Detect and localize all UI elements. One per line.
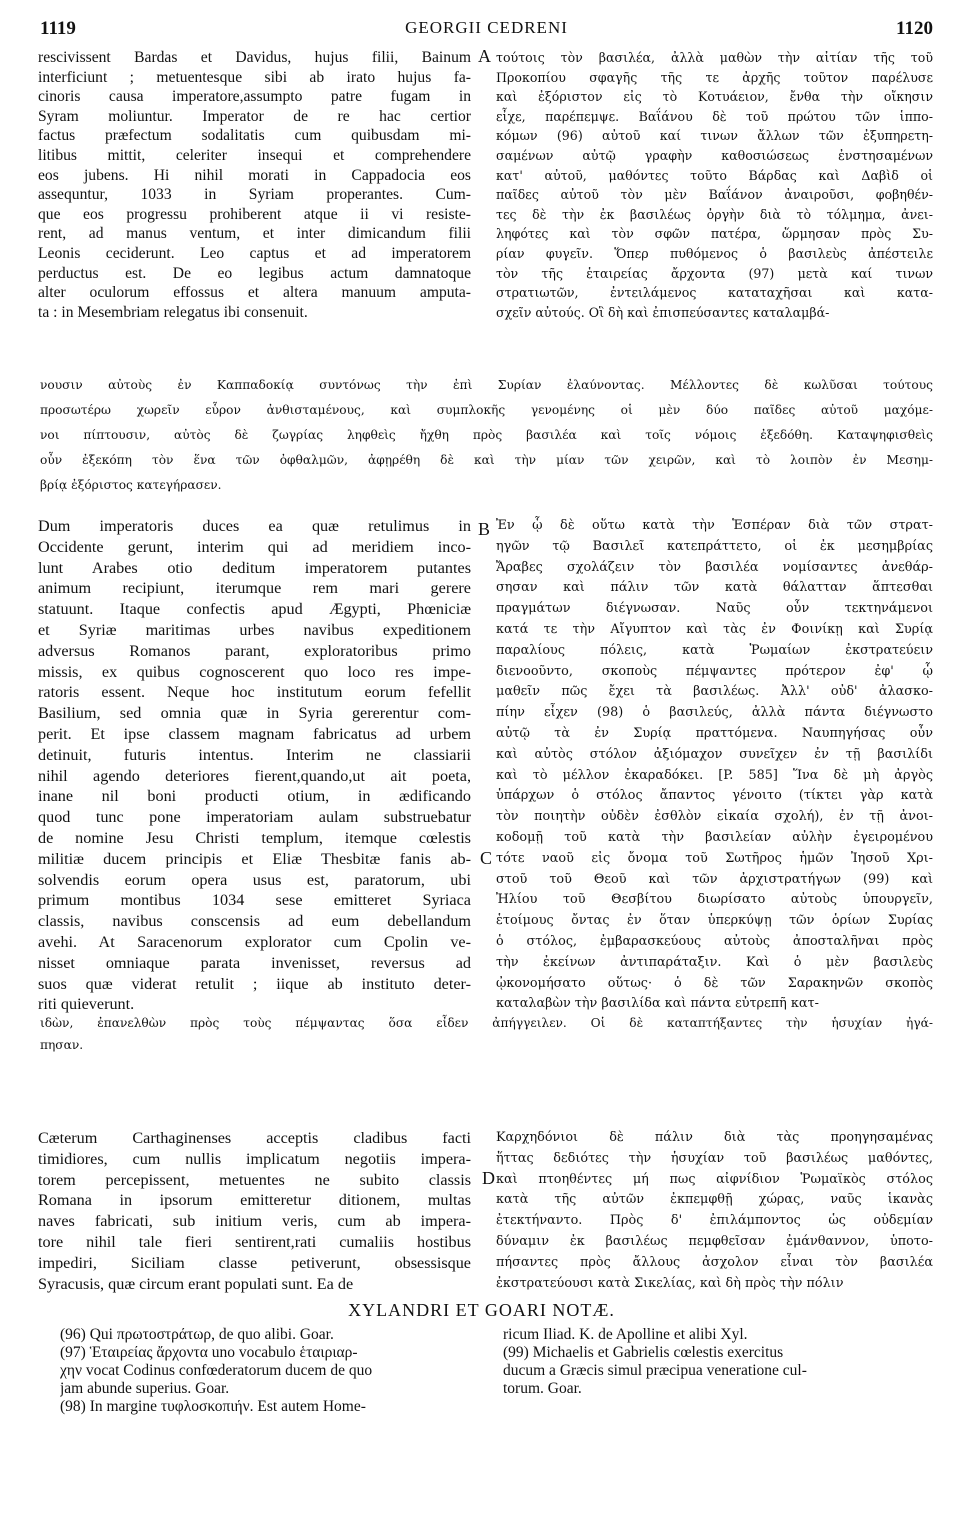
greek-text-line: στοῦ τοῦ Θεοῦ καὶ τῶν ἀρχιστρατήγων (99) καὶ (496, 871, 933, 887)
greek-text-line: πραγμάτων διέγνωσαν. Ναῦς οὖν τεκτηνάμενοι (496, 601, 933, 617)
latin-text-line: perit. Et ipse classem magnam fabricatus ad urbem (38, 724, 471, 743)
greek-column (496, 1128, 933, 1294)
left-page-number: 1119 (40, 18, 76, 39)
greek-text-line: κατά τε τὴν Αἴγυπτον καὶ τὰς ἐν Φοινίκῃ καὶ Συρίᾳ (496, 621, 933, 637)
latin-text-line: adversus Romanos parant, exploratoribus primo (38, 641, 471, 660)
greek-span-line: νοι πίπτουσιν, αὐτὸς δὲ ζωγρίας ληφθεὶς ἤχθη πρὸς βασιλέα καὶ τοῖς νόμοις ἐξεδόθη. Καταψηφισθεὶς (40, 428, 933, 442)
greek-text-line: μαθεῖν πῶς ἔχει τὰ βασιλέως. Ἀλλ' οὐδ' ἀλασκο- (496, 684, 933, 700)
greek-column (496, 48, 933, 322)
latin-text-line: litibus mittit, celeriter insequi et comprehendere (38, 146, 471, 164)
greek-text-line: τούτοις τὸν βασιλέα, ἀλλὰ μαθὼν τὴν αἰτίαν τῆς τοῦ (496, 50, 933, 65)
latin-text-line: eos jubens. Hi nihil morati in Cappadocia eos (38, 166, 471, 184)
latin-text-line: inane nil boni producti otium, in ædificando (38, 787, 471, 806)
page-header (40, 18, 933, 48)
greek-text-line: τότε ναοῦ εἰς ὄνομα τοῦ Σωτῆρος ἡμῶν Ἰησοῦ Χρι- (496, 850, 933, 866)
margin-marker-d: D (482, 1168, 495, 1188)
latin-text-line: naves fabricati, sub initium veris, cum ab impera- (38, 1212, 471, 1231)
latin-text-line: de nomine Jesu Christi templum, itemque cœlestis (38, 828, 471, 847)
latin-text-line: alter oculorum effossus et altera manuum amputa- (38, 284, 471, 302)
greek-text-line: κατὰ τῆς αὐτῶν ἐκπεμφθῇ χώρας, ναῦς ἱκανὰς (496, 1192, 933, 1208)
greek-text-line: ηγῶν τῷ Βασιλεῖ κατεπράττετο, οἱ ἐκ μεσημβρίας (496, 538, 933, 554)
greek-text-line: καὶ τὸ μέλλον ἐκαραδόκει. [P. 585] Ἵνα δὲ μὴ ἀργὸς (496, 767, 933, 783)
greek-text-line: σαμένων αὐτῷ γραφὴν καθοσιώσεως ἐνστησαμένων (496, 147, 933, 163)
notes-title: XYLANDRI ET GOARI NOTÆ. (348, 1300, 615, 1320)
notes-section (40, 1326, 933, 1436)
latin-text-line: Romana in ipsorum emitteretur ditionem, multas (38, 1191, 471, 1210)
greek-text-line: ἑτοίμους ὄντας ἐν ὅταν ὑπερκύψῃ τῶν ὁρίων Συρίας (496, 913, 933, 929)
latin-text-line: lunt Arabes otio deditum imperatorem putantes (38, 558, 471, 577)
latin-text-line: solvendis eorum opera usus est, paratorum, ubi (38, 870, 471, 889)
greek-text-line: ἥττας δεδιότες τὴν ἡσυχίαν τοῦ βασιλέως μαθόντες, (496, 1150, 933, 1166)
greek-text-line: σησαν καὶ πάλιν τῶν κατὰ θάλατταν ἅπτεσθαι (496, 580, 933, 596)
latin-text-line: perductus est. De eo legibus actum damnatoque (38, 264, 471, 282)
greek-span-line: οὖν ἐξεκόπη τὸν ἕνα τῶν ὀφθαλμῶν, ἀφῃρέθη δὲ καὶ τὴν μίαν τῶν χειρῶν, καὶ τὸ λοιπὸν ἐν Μεσημ- (40, 453, 933, 467)
latin-text-line: impediri, Siciliam classe petiverunt, obsessisque (38, 1253, 471, 1272)
greek-span-line: βρίᾳ ἐξόριστος κατεγήρασεν. (40, 478, 222, 492)
greek-text-line: ἐκστρατεύουσι κατὰ Σικελίας, καὶ δὴ πρὸς τὴν πόλιν (496, 1275, 844, 1291)
note-line: ducum a Græcis simul præcipua veneratione cul- (503, 1362, 807, 1379)
latin-text-line: missis, ex quibus cognoscerent quo loco res impe- (38, 662, 471, 681)
greek-text-line: εἶχε, παρέπεμψε. Βαΐάνου δὲ τοῦ πρώτου τῶν ἱππο- (496, 108, 933, 124)
latin-text-line: factus præfectum sodalitatis cum quibusdam mi- (38, 127, 471, 145)
latin-text-line: animum recipiunt, iterumque rem mari gerere (38, 579, 471, 598)
latin-text-line: Basilium, sed omnia quæ in Syria gererentur com- (38, 704, 471, 723)
latin-text-line: classis, navibus conscensis ad eum debellandum (38, 912, 471, 931)
latin-text-line: Syracusis, quæ circum erant populati sunt. Ea de (38, 1274, 354, 1293)
greek-text-line: ληφότες καὶ τὸν σφῶν πατέρα, ὥρμησαν πρὸς Συ- (496, 226, 933, 242)
greek-text-line: Καρχηδόνιοι δὲ πάλιν διὰ τὰς προηγησαμένας (496, 1130, 933, 1145)
notes-right-column (503, 1326, 933, 1398)
greek-span-line: πησαν. (40, 1038, 84, 1052)
greek-text-line: στρατιωτῶν, ἐντειλάμενος καταταχῆσαι καὶ κατα- (496, 285, 933, 301)
latin-text-line: ratoris essent. Neque hoc institutum eorum fefellit (38, 683, 471, 702)
latin-text-line: Dum imperatoris duces ea quæ retulimus in (38, 517, 471, 535)
latin-text-line: nisset omniaque parata invenisset, reversus ad (38, 953, 471, 972)
greek-text-line: Ἄραβες σχολάζειν τὸν βασιλέα νομίσαντες ἀνεθάρ- (496, 559, 933, 575)
latin-text-line: torem percepissent, metuentes ne subito classis (38, 1170, 471, 1189)
greek-text-line: τὴν ἐκείνων ἀντιπαράταξιν. Καὶ ὁ μὲν βασιλεὺς (496, 954, 933, 970)
latin-text-line: cinoris causa imperatore,assumpto patre fugam in (38, 88, 471, 106)
notes-left-column (60, 1326, 478, 1416)
note-line: (98) In margine τυφλοσκοπιήν. Est autem Home- (60, 1398, 366, 1415)
latin-text-line: timidiores, cum nullis implicatum negotiis impera- (38, 1149, 471, 1168)
latin-column (38, 516, 471, 1015)
latin-text-line: statuunt. Itaque confectis apud Ægypti, Phœniciæ (38, 600, 471, 619)
greek-text-line: πήσαντες πρὸς ἄλλους ἀσχολον εἶναι τὸν βασιλέα (496, 1254, 933, 1270)
latin-text-line: avehi. At Saracenorum explorator cum Cpolin ve- (38, 932, 471, 951)
note-line: jam abunde superius. Goar. (60, 1380, 230, 1397)
latin-text-line: nihil agendo deteriores fierent,quando,ut ait poeta, (38, 766, 471, 785)
greek-text-line: κοδομῇ τοῦ κατὰ τὴν βασιλείαν αὐλὴν ἐγειρομένου (496, 829, 933, 845)
note-line: (96) Qui πρωτοστράτωρ, de quo alibi. Goar. (60, 1326, 334, 1343)
latin-text-line: primum montibus 1034 sese emitteret Syriaca (38, 891, 471, 910)
latin-text-line: Cæterum Carthaginenses acceptis cladibus facti (38, 1129, 471, 1147)
greek-text-line: παραλίους πόλεις, κατὰ Ῥωμαίων ἐκστρατεύειν (496, 642, 933, 658)
greek-text-line: διενοοῦντο, σκοποὺς πέμψαντες πρότερον ἐφ' ᾧ (496, 663, 933, 679)
greek-text-line: καταλαβὼν τὴν βασιλίδα καὶ πάντα εὐτρεπῆ κατ- (496, 996, 819, 1012)
latin-text-line: interficiunt ; metuentesque sibi ab irato hujus fa- (38, 68, 471, 86)
margin-marker-b: B (478, 519, 491, 539)
greek-text-line: τες δὲ τὴν ἐκ βασιλέως ὀργὴν διὰ τὸ τόλμημα, ἀνει- (496, 206, 933, 222)
greek-text-line: Ἠλίου τοῦ Θεσβίτου διωρίσατο αὐτοὺς ὑπουργεῖν, (496, 892, 933, 908)
greek-column (496, 516, 933, 1015)
latin-text-line: suos quæ viderat retulit ; iique ab instituto deter- (38, 974, 471, 993)
note-line: (99) Michaelis et Gabrielis cœlestis exercitus (503, 1344, 784, 1361)
latin-text-line: quod tunc pone imperatoriam aulam substruebatur (38, 808, 471, 827)
greek-text-line: Ἐν ᾧ δὲ οὕτω κατὰ τὴν Ἑσπέραν διὰ τῶν στρατ- (496, 518, 933, 533)
greek-text-line: δύναμιν ἐκ βασιλέως πεμφθεῖσαν ἐμάνθαννον, ὑποτο- (496, 1233, 933, 1249)
greek-text-line: τὸν τῆς ἑταιρείας ἄρχοντα (97) μετὰ καί τινων (496, 265, 933, 281)
margin-marker-a: A (478, 46, 491, 66)
latin-text-line: assequntur, 1033 in Syriam properantes. Cum- (38, 186, 471, 204)
latin-text-line: Syram moliuntur. Imperator de re hac certior (38, 107, 471, 125)
greek-span-line: νουσιν αὐτοὺς ἐν Καππαδοκίᾳ συντόνως τὴν ἐπὶ Συρίαν ἐλαύνοντας. Μέλλοντες δὲ κωλῦσαι τούτους (40, 378, 933, 392)
greek-text-line: καὶ ἐξόριστον εἰς τὸ Κοτυάειον, ἔνθα τὴν οἴκησιν (496, 89, 933, 105)
greek-text-line: ὁ στόλος, ἐμβαρασκεύους αὐτοὺς ἀποσταλῆναι πρὸς (496, 933, 933, 949)
greek-span-line: ιδὼν, ἐπανελθὼν πρὸς τοὺς πέμψαντας ὅσα εἶδεν ἀπήγγειλεν. Οἱ δὲ καταπτήξαντες τὴν ἡσυχίαν ἠγά- (40, 1016, 933, 1030)
latin-text-line: Occidente gerunt, interim qui ad meridiem inco- (38, 537, 471, 556)
note-line: torum. Goar. (503, 1380, 582, 1397)
margin-marker-c: C (480, 848, 493, 868)
latin-text-line: riti quieverunt. (38, 995, 135, 1014)
greek-text-line: Προκοπίου σφαγῆς τῆς τε ἀρχῆς τοῦτον παρέλυσε (496, 69, 933, 85)
greek-text-line: πίην εἶχεν (98) ὁ βασιλεύς, ἀλλὰ πάντα διέγνωστο (496, 705, 933, 721)
latin-column (38, 48, 471, 322)
greek-text-line: κατ' αὐτοῦ, μαθόντες τοῦτο Βάρδας καὶ Δαβὶδ οἱ (496, 167, 933, 183)
greek-span-line: προσωτέρω χωρεῖν εὗρον ἀνθισταμένους, καὶ συμπλοκῆς γενομένης οἱ μὲν δύο παῖδες αὐτοῦ μαχόμε- (40, 403, 933, 417)
greek-text-line: αὐτῷ τὰ ἐν Συρίᾳ πραττόμενα. Ναυπηγήσας οὖν (496, 725, 933, 741)
note-line: ricum Iliad. K. de Apolline et alibi Xyl. (503, 1326, 748, 1343)
greek-text-line: κόμων (96) αὐτοῦ καί τινων ἄλλων τῶν ἐξυπηρετη- (496, 128, 933, 144)
right-page-number: 1120 (896, 18, 933, 39)
section-3 (38, 1128, 933, 1298)
greek-text-line: παῖδες αὐτοῦ τὸν μὲν Βαΐάνον ἀναιροῦσι, φοβηθέν- (496, 187, 933, 203)
greek-text-line: ἐτεκτήναντο. Πρὸς δ' ἐπιλάμποντος ὡς οὐδεμίαν (496, 1213, 933, 1229)
greek-text-line: τὸν ποιητὴν οὐδὲν ἐσθλὸν εἰκαία σχολή), ἐν τῇ ἀνοι- (496, 809, 933, 825)
greek-text-line: ᾠκονομήσατο οὕτως· ὁ δὲ τῶν Σαρακηνῶν σκοπὸς (496, 975, 933, 991)
running-title: GEORGII CEDRENI (405, 18, 568, 37)
latin-text-line: ta : in Mesembriam relegatus ibi consenuit. (38, 303, 308, 321)
latin-text-line: que eos progressu prohiberent atque ii vi resiste- (38, 205, 471, 223)
greek-text-line: καὶ πτοηθέντες μή πως αἰφνίδιον Ῥωμαϊκὸς στόλος (496, 1171, 933, 1187)
latin-column (38, 1128, 471, 1294)
latin-text-line: et Syriæ maritimas urbes navibus expeditionem (38, 620, 471, 639)
latin-text-line: detinuit, futuris intentus. Interim ne classiarii (38, 745, 471, 764)
latin-text-line: rescivissent Bardas et Davidus, hujus filii, Bainum (38, 49, 471, 66)
greek-text-line: σχεῖν αὐτούς. Οἳ δὴ καὶ ἐπισπεύσαντες καταλαμβά- (496, 304, 830, 320)
greek-text-line: καὶ αὐτὸς στόλον ἀξιόμαχον συνεῖχεν ἐν τῇ βασιλίδι (496, 746, 933, 762)
latin-text-line: Leonis ceciderunt. Leo captus et ad imperatorem (38, 244, 471, 262)
latin-text-line: militiæ ducem principis et Eliæ Thesbitæ fanis ab- (38, 849, 471, 868)
note-line: (97) Ἑταιρείας ἄρχοντα uno vocabulo ἑταιριαρ- (60, 1344, 358, 1361)
latin-text-line: tore nihil tale fieri sentirent,rati cumaliis hostibus (38, 1232, 471, 1251)
greek-text-line: ὑπάρχων ὁ στόλος ἄπαντος γένοιτο (τίκτει γὰρ κατὰ (496, 788, 933, 804)
note-line: χην vocat Codinus confœderatorum ducem de quo (60, 1362, 373, 1379)
section-2 (38, 516, 933, 1016)
section-1 (38, 48, 933, 378)
greek-text-line: ρίαν φυγεῖν. Ὅπερ πυθόμενος ὁ βασιλεὺς ἀπέστειλε (496, 245, 933, 261)
latin-text-line: rent, ad manus ventum, et inter dimicandum filii (38, 225, 471, 243)
